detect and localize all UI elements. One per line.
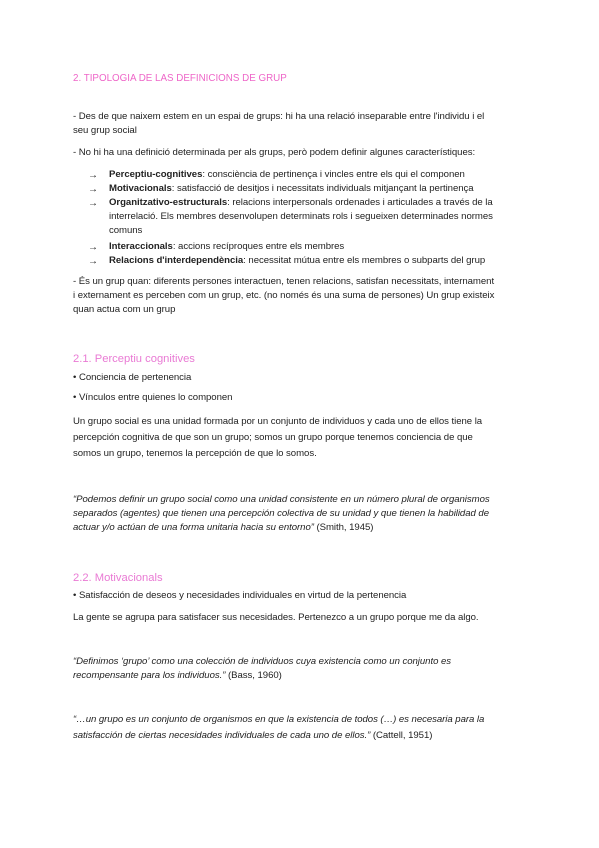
list-item: Organitzativo-estructurals: relacions interpersonals ordenades i articulades a través de la [109, 197, 493, 208]
paragraph-line: somos un grupo, tenemos la percepción de que lo somos. [73, 448, 317, 459]
arrow-icon: → [88, 256, 98, 267]
paragraph-line: - Des de que naixem estem en un espai de grups: hi ha una relació inseparable entre l'individu i el [73, 111, 485, 122]
list-item-continuation: interrelació. Els membres desenvolupen determinats rols i segueixen determinades normes [109, 211, 493, 222]
list-item-continuation: comuns [109, 225, 143, 236]
paragraph-line: Un grupo social es una unidad formada por un conjunto de individuos y cada uno de ellos tiene la [73, 416, 483, 427]
quote-line: satisfacción de ciertas necesidades individuales de cada uno de ellos.” (Cattell, 1951) [73, 730, 433, 741]
subsection-heading: 2.1. Perceptiu cognitives [73, 353, 195, 365]
bullet-item: • Conciencia de pertenencia [73, 372, 192, 383]
paragraph-line: La gente se agrupa para satisfacer sus necesidades. Pertenezco a un grupo porque me da algo. [73, 612, 479, 623]
bullet-item: • Vínculos entre quienes lo componen [73, 392, 233, 403]
paragraph-line: i externament es perceben com un grup, etc. (no només és una suma de persones) Un grup existeix [73, 290, 495, 301]
bullet-icon: • [73, 392, 77, 403]
paragraph-line: - És un grup quan: diferents persones interactuen, tenen relacions, satisfan necessitats, internament [73, 276, 495, 287]
list-item: Motivacionals: satisfacció de desitjos i necessitats individuals mitjançant la pertinença [109, 183, 474, 194]
bullet-icon: • [73, 372, 77, 383]
paragraph-line: quan actua com un grup [73, 304, 176, 315]
quote-line: “Podemos definir un grupo social como una unidad consistente en un número plural de organismos [73, 494, 490, 505]
subsection-heading: 2.2. Motivacionals [73, 572, 163, 584]
quote-line: recompensante para los individuos.” (Bass, 1960) [73, 670, 282, 681]
quote-line: “…un grupo es un conjunto de organismos en que la existencia de todos (…) es necesaria para la [73, 714, 485, 725]
paragraph-line: - No hi ha una definició determinada per als grups, però podem definir algunes característiques: [73, 147, 476, 158]
bullet-icon: • [73, 590, 77, 601]
list-item: Perceptiu-cognitives: consciència de pertinença i vincles entre els qui el componen [109, 169, 465, 180]
arrow-icon: → [88, 198, 98, 209]
paragraph-line: seu grup social [73, 125, 137, 136]
list-item: Relacions d'interdependència: necessitat mútua entre els membres o subparts del grup [109, 255, 486, 266]
list-item: Interaccionals: accions recíproques entre els membres [109, 241, 345, 252]
quote-line: separados (agentes) que tienen una percepción colectiva de su unidad y que tienen la habilidad de [73, 508, 489, 519]
quote-line: actuar y/o actúan de una forma unitaria hacia su entorno” (Smith, 1945) [73, 522, 374, 533]
bullet-item: • Satisfacción de deseos y necesidades individuales en virtud de la pertenencia [73, 590, 407, 601]
section-heading: 2. TIPOLOGIA DE LAS DEFINICIONS DE GRUP [73, 73, 287, 84]
quote-line: “Definimos ‘grupo’ como una colección de individuos cuya existencia como un conjunto es [73, 656, 452, 667]
paragraph-line: percepción cognitiva de que son un grupo; somos un grupo porque tenemos conciencia de que [73, 432, 473, 443]
arrow-icon: → [88, 170, 98, 181]
arrow-icon: → [88, 242, 98, 253]
arrow-icon: → [88, 184, 98, 195]
